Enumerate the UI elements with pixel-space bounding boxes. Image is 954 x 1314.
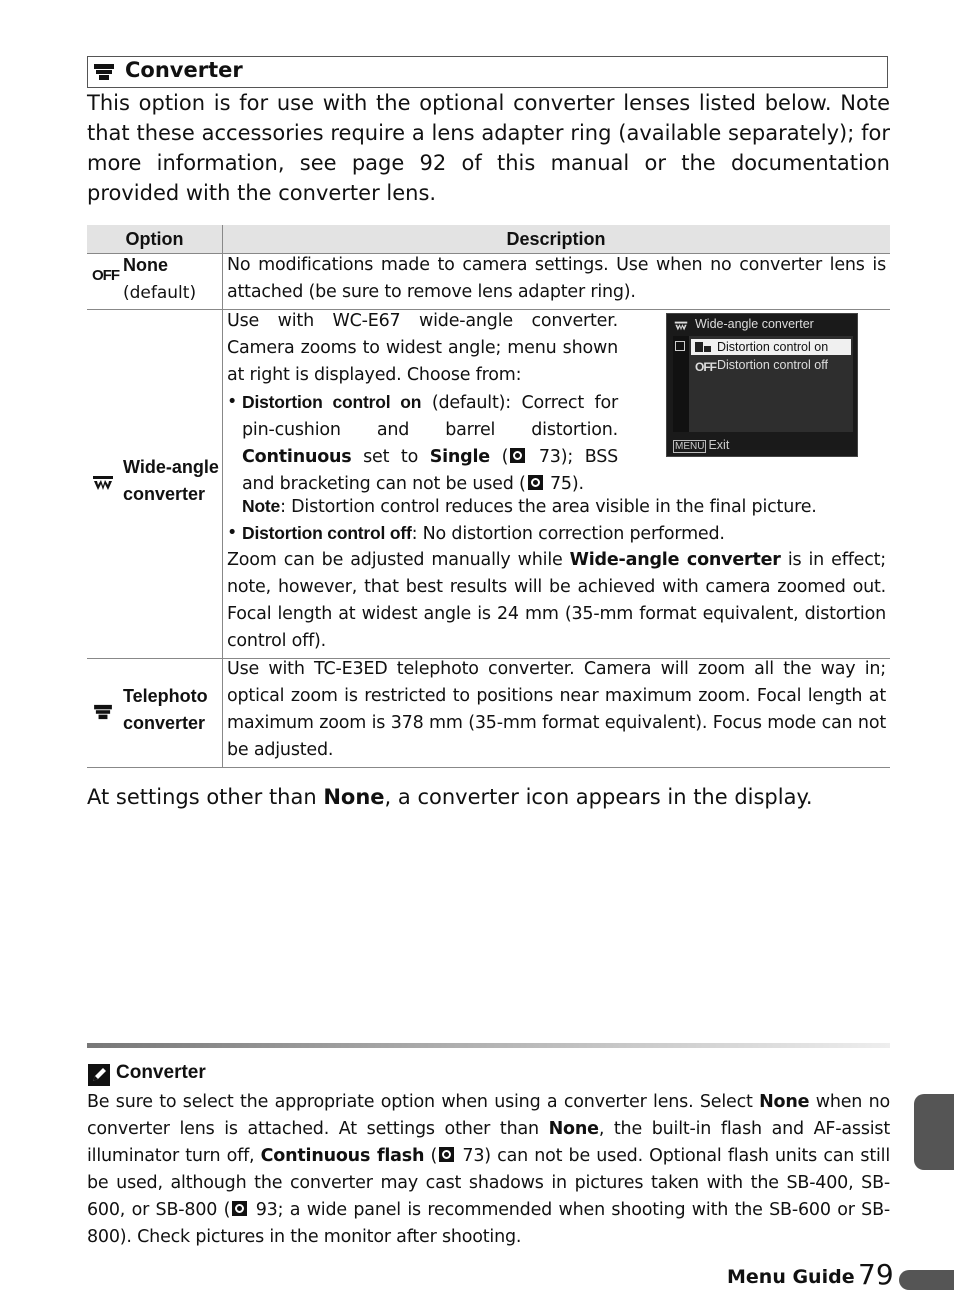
telephoto-converter-icon <box>93 63 115 81</box>
option-wide-label-1: Wide-angle <box>123 457 219 477</box>
zoom-pre: Zoom can be adjusted manually while <box>227 550 570 570</box>
note-p2: when no converter lens is attached. At settings other than <box>87 1092 890 1139</box>
note-b3: Continuous flash <box>260 1146 425 1166</box>
note-title: Converter <box>116 1062 206 1083</box>
section-title: Converter <box>125 58 243 82</box>
bullet2-title: Distortion control off <box>242 523 412 543</box>
bullet1-title: Distortion control on <box>242 392 422 412</box>
camera-menu-screen <box>666 313 858 457</box>
note-p3: , the built-in flash and AF-assist illuminator turn off, <box>87 1119 891 1166</box>
distortion-on-icon <box>693 340 713 354</box>
option-wide-note <box>242 493 886 521</box>
off-icon: OFF <box>695 360 716 374</box>
screen-title: Wide-angle converter <box>695 317 814 331</box>
option-telephoto <box>123 683 208 737</box>
wide-angle-converter-icon <box>92 475 114 491</box>
row-divider <box>87 767 890 768</box>
zoom-bold: Wide-angle converter <box>569 550 781 570</box>
page-ref-icon <box>510 448 525 463</box>
option-tele-label-1: Telephoto <box>123 686 208 706</box>
option-tele-label-2: converter <box>123 713 206 733</box>
note-b1: None <box>759 1092 810 1112</box>
note-p5: 73) can not be used. Optional flash units can still be used, although the converter may cast shadows in pictures taken with the SB-400, SB-600, or SB-800 ( <box>87 1146 890 1220</box>
note-b2: None <box>548 1119 599 1139</box>
footer-label: Menu Guide <box>727 1266 855 1288</box>
option-wide-bullet2 <box>227 520 886 548</box>
note-body <box>87 1089 890 1251</box>
option-none-label: None <box>123 255 168 275</box>
option-wide-label-2: converter <box>123 484 206 504</box>
after-table-text <box>87 782 813 812</box>
table-header <box>87 225 890 254</box>
note-label: Note <box>242 496 281 516</box>
option-wide-angle <box>123 454 219 508</box>
page-ref-icon <box>232 1201 247 1216</box>
page-ref-icon <box>439 1147 454 1162</box>
page-number: 79 <box>858 1258 894 1291</box>
option-wide-intro: Use with WC-E67 wide-angle converter. Camera zooms to widest angle; menu shown at right is displayed. Choose from: <box>227 311 618 385</box>
note-p1: Be sure to select the appropriate option when using a converter lens. Select <box>87 1092 760 1112</box>
after-post: , a converter icon appears in the display. <box>384 785 813 809</box>
bullet1-continuous: Continuous <box>242 447 352 467</box>
header-option: Option <box>125 229 184 249</box>
chevron-down-icon <box>675 341 685 351</box>
bullet1-single: Single <box>429 447 490 467</box>
section-heading <box>87 56 888 88</box>
footer-pill <box>899 1270 954 1290</box>
column-divider <box>222 225 223 768</box>
zoom-post: is in effect; note, however, that best results will be achieved with camera zoomed out. Focal length at widest angle is 24 mm (35-mm format equivalent, distortion control off). <box>227 550 886 651</box>
note-p4: ( <box>424 1146 438 1166</box>
screen-item-off[interactable]: Distortion control off <box>717 358 828 372</box>
after-bold: None <box>323 785 385 809</box>
note-text: : Distortion control reduces the area visible in the final picture. <box>280 497 817 517</box>
screen-exit: Exit <box>708 438 730 452</box>
telephoto-converter-icon <box>92 704 114 720</box>
bullet-dot: • <box>227 523 238 543</box>
wide-angle-converter-icon <box>673 321 689 331</box>
header-description: Description <box>506 229 606 249</box>
options-table <box>87 225 890 768</box>
page-ref-icon <box>528 475 543 490</box>
bullet1-text: (default): Correct for pin-cushion and barrel distortion. <box>242 393 618 440</box>
intro-paragraph: This option is for use with the optional converter lenses listed below. Note that these accessories require a lens adapter ring (available separately); for more information, see page 92 of this manual or the documentation provided with the converter lens. <box>87 91 890 205</box>
option-none-default: (default) <box>123 283 197 303</box>
bullet1-ref1: 73); BSS and bracketing can not be used ( <box>242 447 619 494</box>
screen-item-on[interactable]: Distortion control on <box>691 339 851 355</box>
option-wide-bullet1: • Distortion control on (default): Correct for pin-cushion and barrel distortion. Continuous set to Single ( 73); BSS and bracketing can not be used ( 75). <box>227 389 618 498</box>
note-divider <box>87 1043 890 1048</box>
option-wide-zoom-note <box>227 547 886 655</box>
off-icon: OFF <box>92 267 119 284</box>
pencil-note-icon <box>88 1064 110 1086</box>
note-p6: 93; a wide panel is recommended when shooting with the SB-600 or SB-800). Check pictures in the monitor after shooting. <box>87 1200 890 1247</box>
after-pre: At settings other than <box>87 785 324 809</box>
menu-button-label: MENU <box>675 441 705 452</box>
chapter-tab <box>914 1094 954 1170</box>
option-none-description: No modifications made to camera settings. Use when no converter lens is attached (be sure to remove lens adapter ring). <box>227 255 886 302</box>
bullet-dot: • <box>227 392 238 412</box>
bullet1-set-to: set to <box>351 447 430 467</box>
bullet1-ref2: 75). <box>544 474 584 494</box>
option-none <box>123 252 196 307</box>
bullet2-text: : No distortion correction performed. <box>411 524 725 544</box>
option-telephoto-description: Use with TC-E3ED telephoto converter. Camera will zoom all the way in; optical zoom is restricted to positions near maximum zoom. Focal length at maximum zoom is 378 mm (35-mm format equivalent). Focus mode can not be adjusted. <box>227 659 886 760</box>
screen-footer <box>673 438 729 453</box>
